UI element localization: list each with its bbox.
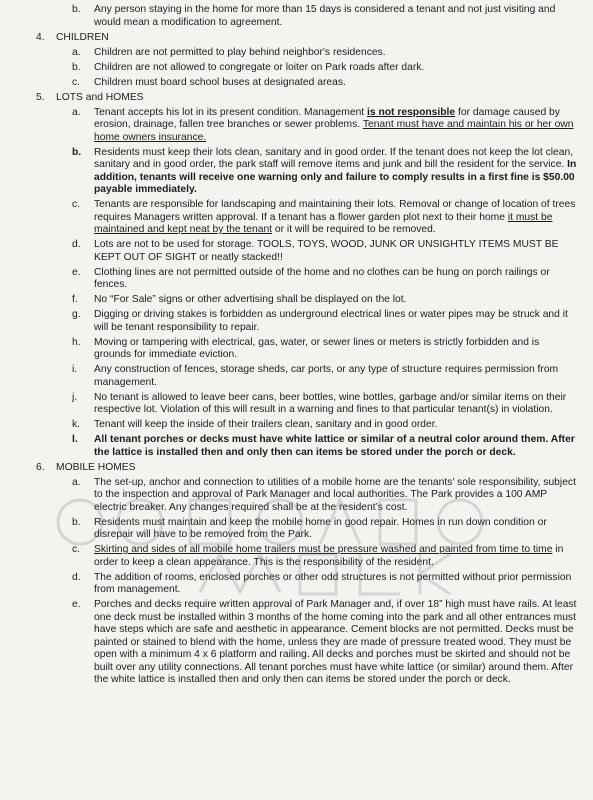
item-text: The set-up, anchor and connection to utilities of a mobile home are the tenants’ sole responsibility, subject to the inspection and approval of Park Manager and local authorities. The Park provides a 100 AMP electric breaker. Any changes required shall be at the resident’s cost. — [94, 476, 576, 513]
rule-item — [22, 477, 579, 515]
section-title: CHILDREN — [56, 32, 109, 43]
rule-item — [22, 147, 579, 197]
item-label: a. — [72, 476, 81, 488]
item-text: Residents must maintain and keep the mobile home in good repair. Homes in run down condition or disrepair will have to be removed from the Park. — [94, 516, 547, 540]
text-run: in order to keep a clean appearance. This is the responsibility of the resident. — [94, 544, 564, 568]
item-label: c. — [72, 199, 81, 210]
text-run: Tenants are responsible for landscaping and maintaining their lots. Removal or change of location of trees requires Managers written approval. If a tenant has a flower garden plot next to their home — [94, 199, 576, 223]
item-text — [94, 199, 579, 237]
item-label: i. — [72, 364, 78, 375]
section-heading — [22, 462, 579, 475]
underlined-text: it must be maintained and kept neat by the tenant — [94, 211, 553, 235]
section-heading — [22, 32, 579, 45]
underlined-text: Skirting and sides of all mobile home trailers must be pressure washed and painted from time to time — [94, 544, 553, 555]
bold-text: In addition, tenants will receive one warning only and failure to comply results in a first fine is $50.00 payable immediately. — [94, 159, 577, 195]
item-text: Children are not permitted to play behind neighbor's residences. — [94, 46, 386, 58]
item-label: j. — [72, 391, 78, 403]
rule-item — [22, 392, 579, 417]
rule-item — [22, 419, 579, 432]
item-text: Clothing lines are not permitted outside of the home and no clothes can be hung on porch railings or fences. — [94, 266, 550, 290]
rule-item — [22, 364, 579, 389]
item-label: a. — [72, 46, 81, 58]
rule-item — [22, 267, 579, 292]
item-label: c. — [72, 544, 81, 555]
item-label: d. — [72, 571, 81, 583]
item-label: k. — [72, 419, 81, 430]
item-text — [94, 147, 579, 197]
section-heading — [22, 92, 579, 105]
item-label: b. — [72, 4, 81, 15]
rule-item — [22, 107, 579, 145]
item-text: No “For Sale” signs or other advertising shall be displayed on the lot. — [94, 294, 407, 305]
item-label: f. — [72, 294, 78, 305]
rule-item — [22, 517, 579, 542]
rule-item — [22, 294, 579, 307]
item-label: g. — [72, 309, 81, 320]
rule-item — [22, 544, 579, 569]
item-text — [94, 107, 579, 145]
rule-item — [22, 309, 579, 334]
item-label: e. — [72, 266, 81, 278]
rule-item — [22, 337, 579, 362]
item-text: Children must board school buses at designated areas. — [94, 76, 346, 88]
item-label: c. — [72, 76, 81, 88]
text-run: Residents must keep their lots clean, sanitary and in good order. If the tenant does not keep the lot clean, sanitary and in good order, the park staff will remove items and junk and bill the resident for the service. — [94, 146, 574, 170]
item-label: h. — [72, 336, 81, 348]
item-text: Digging or driving stakes is forbidden as underground electrical lines or water pipes may be struck and it will be tenant responsibility to repair. — [94, 309, 568, 333]
item-text — [94, 544, 579, 569]
item-label: e. — [72, 599, 81, 610]
item-text: Tenant will keep the inside of their trailers clean, sanitary and in good order. — [94, 419, 438, 430]
section-number: 6. — [36, 462, 45, 473]
rule-item — [22, 239, 579, 264]
rule-item — [22, 572, 579, 597]
item-text: No tenant is allowed to leave beer cans, beer bottles, wine bottles, garbage and/or similar items on their respective lot. Violation of this will result in a warning and fines to that particular tenant(s) in violation. — [94, 391, 567, 415]
item-text: The addition of rooms, enclosed porches or other odd structures is not permitted without prior permission from management. — [94, 571, 572, 595]
rule-item — [22, 62, 579, 75]
item-text: All tenant porches or decks must have white lattice or similar of a neutral color around them. After the lattice is installed then and only then can items be stored under the porch or deck. — [94, 434, 575, 458]
section-number: 5. — [36, 92, 45, 103]
item-text: Any construction of fences, storage sheds, car ports, or any type of structure requires permission from management. — [94, 364, 559, 388]
rule-item — [22, 4, 579, 29]
text-run: Tenant accepts his lot in its present condition. Management — [94, 106, 368, 118]
item-label: d. — [72, 239, 81, 250]
rule-item — [22, 47, 579, 60]
text-run: or it will be required to be removed. — [272, 224, 436, 235]
section-title: LOTS and HOMES — [56, 92, 144, 103]
underlined-text: Tenant must have and maintain his or her own home owners insurance. — [94, 119, 574, 143]
rule-item — [22, 77, 579, 90]
text-run: for damage caused by erosion, drainage, fallen tree branches or sewer problems. — [94, 106, 560, 130]
item-text: Lots are not to be used for storage. TOOLS, TOYS, WOOD, JUNK OR UNSIGHTLY ITEMS MUST BE KEPT OUT OF SIGHT or neatly stacked!! — [94, 239, 559, 263]
item-label: b. — [72, 516, 81, 528]
item-label: l. — [72, 434, 78, 445]
item-label: b. — [72, 61, 81, 73]
rule-item — [22, 599, 579, 687]
item-text: Any person staying in the home for more than 15 days is considered a tenant and not just visiting and would mean a modification to agreement. — [94, 4, 556, 28]
rule-item — [22, 199, 579, 237]
section-number: 4. — [36, 32, 45, 43]
rule-item — [22, 434, 579, 459]
section-title: MOBILE HOMES — [56, 462, 136, 473]
emphasis-text: is not responsible — [367, 106, 456, 118]
item-label: b. — [72, 146, 82, 158]
item-label: a. — [72, 106, 81, 118]
item-text: Porches and decks require written approval of Park Manager and, if over 18” high must have rails. At least one deck must be installed within 3 months of the home coming into the park and all other entrances must have steps which are safe and aesthetic in appearance. Cement blocks are not permitted. Decks must be painted or stained to blend with the home, unless they are made of pressure treated wood. They must be open with a minimum 4 x 6 platform and railing. All decks and porches must be skirted and should not be built over any utility connections. All tenant porches must have white lattice (or similar) around them. After the white lattice is installed then and only then can items be stored under the porch or deck. — [94, 599, 577, 685]
item-text: Moving or tampering with electrical, gas, water, or sewer lines or meters is strictly forbidden and is grounds for immediate eviction. — [94, 336, 540, 360]
item-text: Children are not allowed to congregate or loiter on Park roads after dark. — [94, 61, 425, 73]
